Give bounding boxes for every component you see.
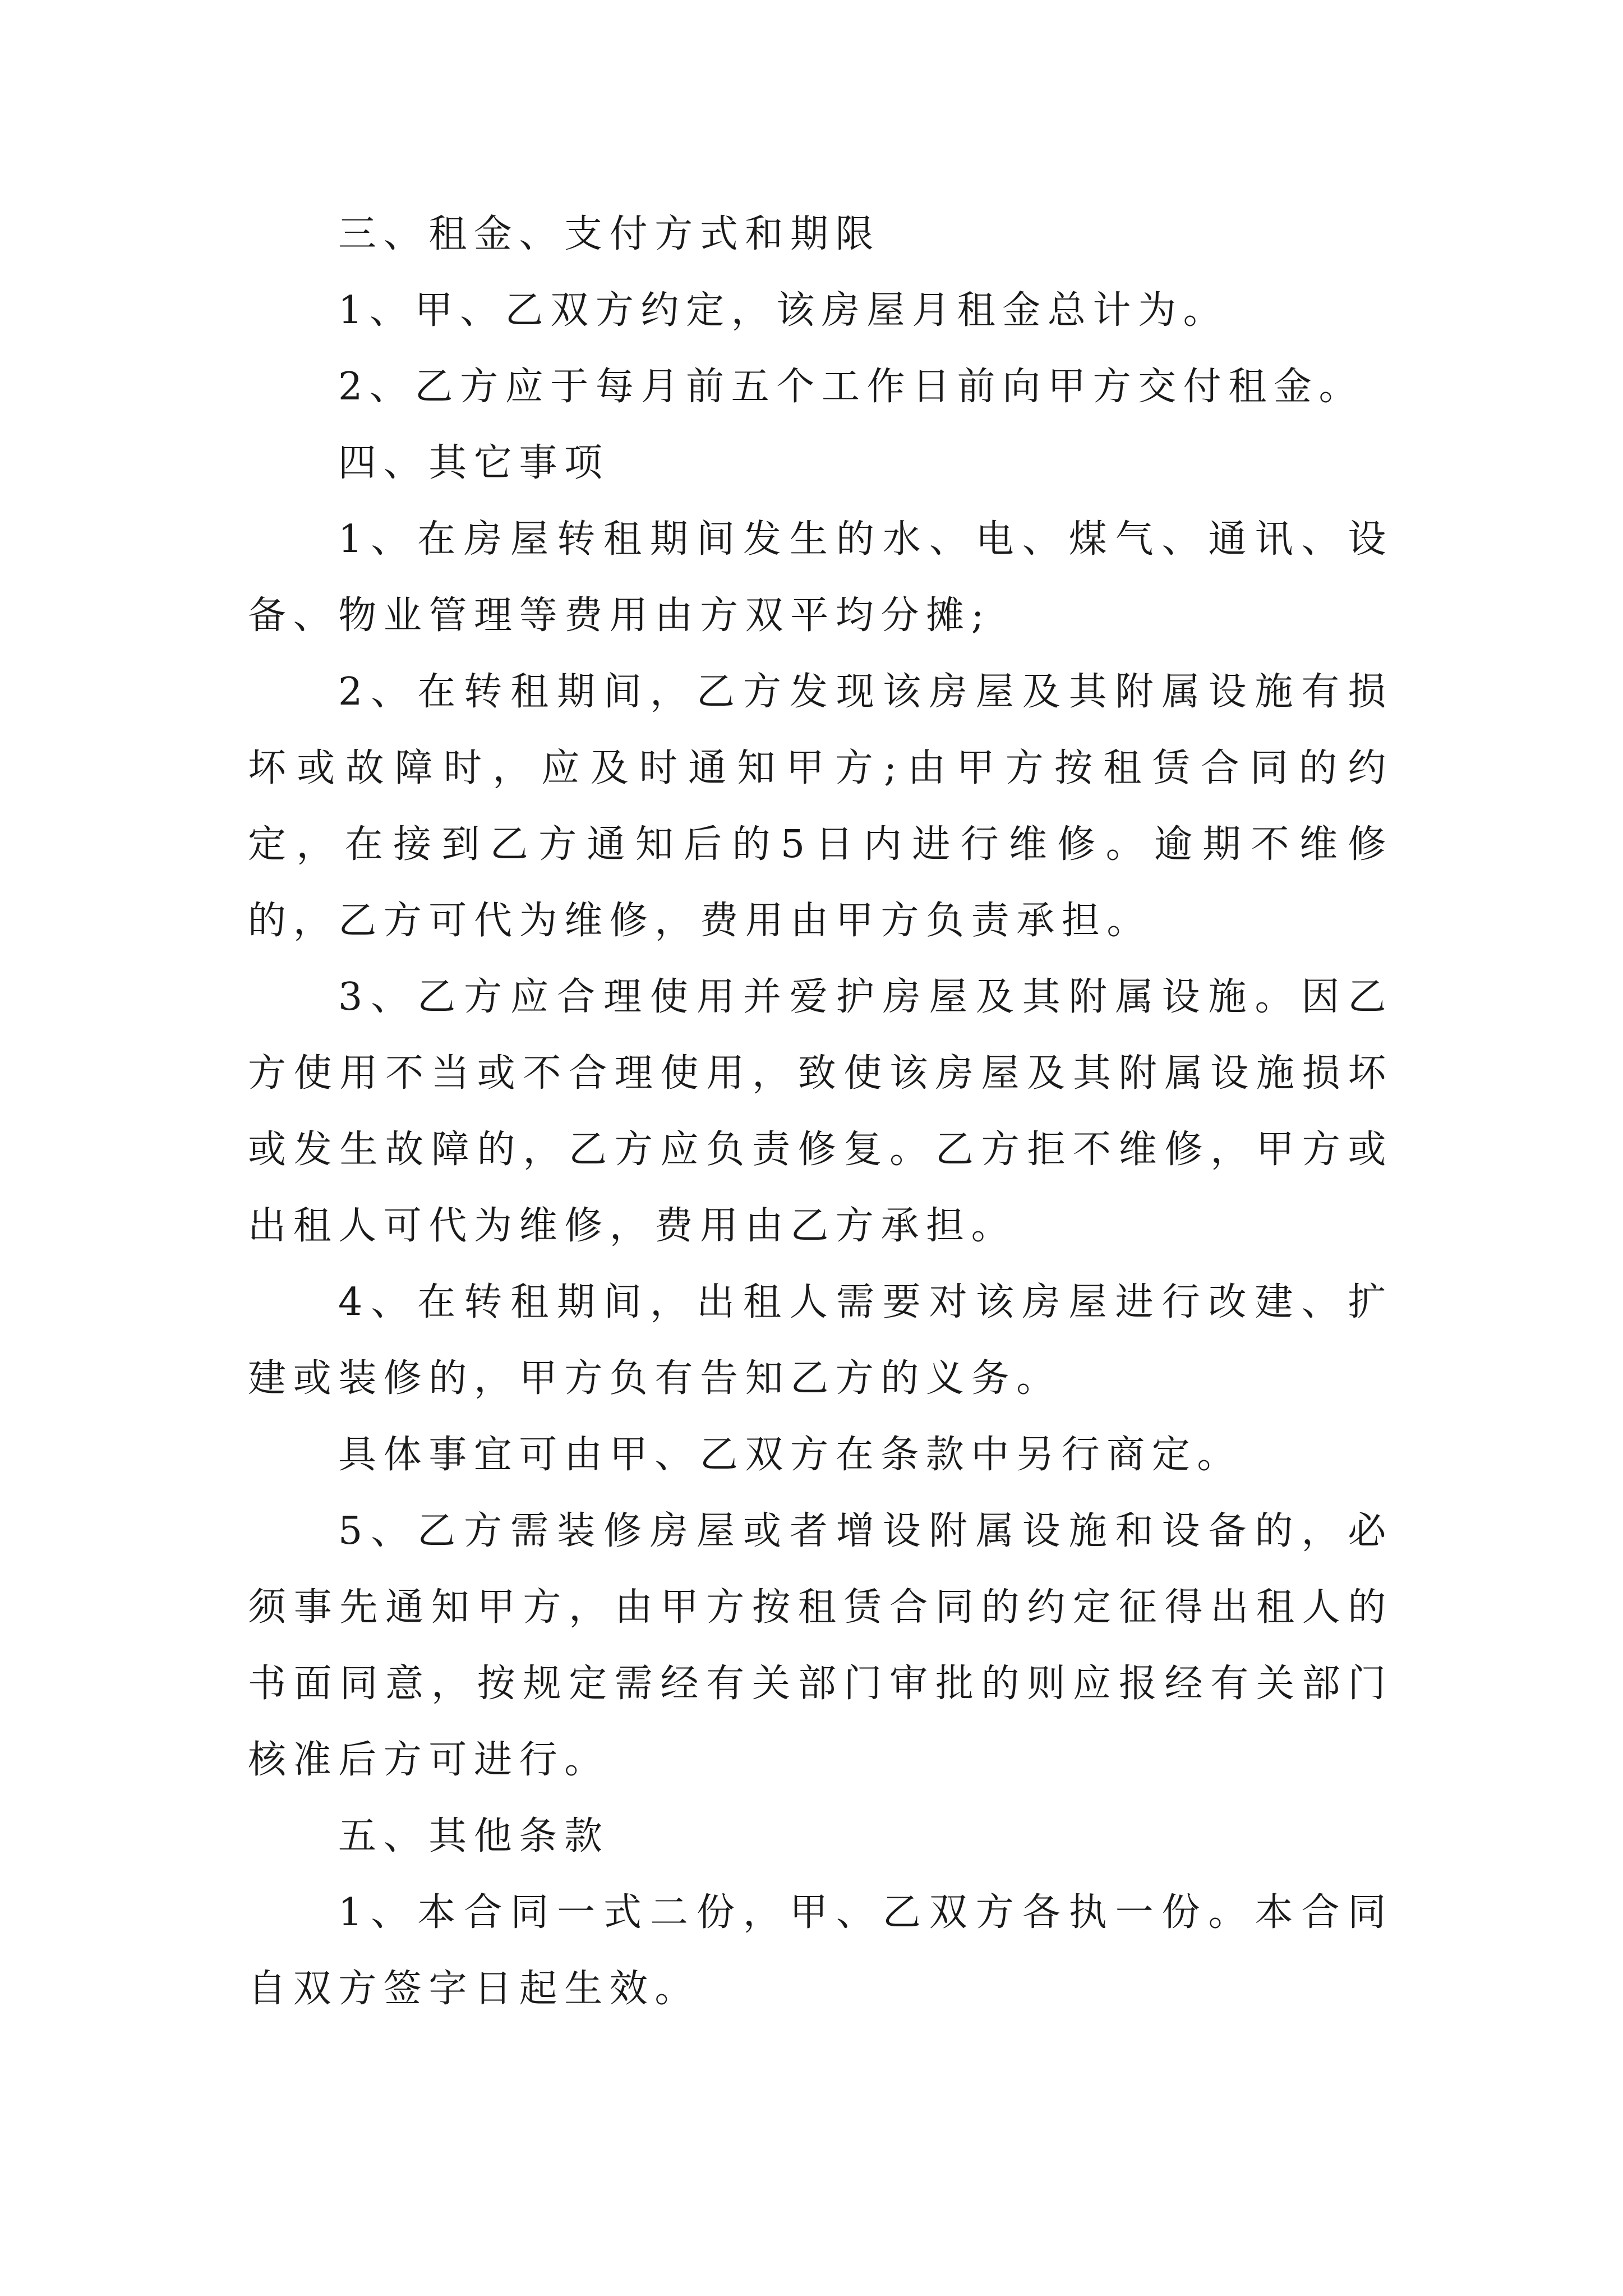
clause-rent-payment-deadline: 2、乙方应于每月前五个工作日前向甲方交付租金。 xyxy=(338,365,1364,409)
section-heading-other-terms: 五、其他条款 xyxy=(338,1814,610,1858)
clause-copies-effective: 1、本合同一式二份，甲、乙双方各执一份。本合同自双方签字日起生效。 xyxy=(248,1890,1393,2011)
clause-repair-notification: 2、在转租期间，乙方发现该房屋及其附属设施有损坏或故障时，应及时通知甲方;由甲方按租赁合同的约定，在接到乙方通知后的5日内进行维修。逾期不维修的，乙方可代为维修，费用由甲方负责承担。 xyxy=(248,670,1393,943)
clause-utility-fees: 1、在房屋转租期间发生的水、电、煤气、通讯、设备、物业管理等费用由方双平均分摊; xyxy=(248,517,1393,638)
clause-tenant-renovation: 5、乙方需装修房屋或者增设附属设施和设备的，必须事先通知甲方，由甲方按租赁合同的约定征得出租人的书面同意，按规定需经有关部门审批的则应报经有关部门核准后方可进行。 xyxy=(248,1509,1393,1782)
clause-negotiation: 具体事宜可由甲、乙双方在条款中另行商定。 xyxy=(338,1433,1243,1477)
clause-renovation-notice: 4、在转租期间，出租人需要对该房屋进行改建、扩建或装修的，甲方负有告知乙方的义务。 xyxy=(248,1280,1393,1401)
section-heading-other-matters: 四、其它事项 xyxy=(338,441,610,485)
document-body xyxy=(248,196,1393,2027)
clause-rent-amount: 1、甲、乙双方约定，该房屋月租金总计为。 xyxy=(338,288,1229,333)
section-heading-rent-payment: 三、租金、支付方式和期限 xyxy=(338,212,881,256)
clause-proper-use: 3、乙方应合理使用并爱护房屋及其附属设施。因乙方使用不当或不合理使用，致使该房屋及其附属设施损坏或发生故障的，乙方应负责修复。乙方拒不维修，甲方或出租人可代为维修，费用由乙方承担。 xyxy=(248,975,1393,1248)
